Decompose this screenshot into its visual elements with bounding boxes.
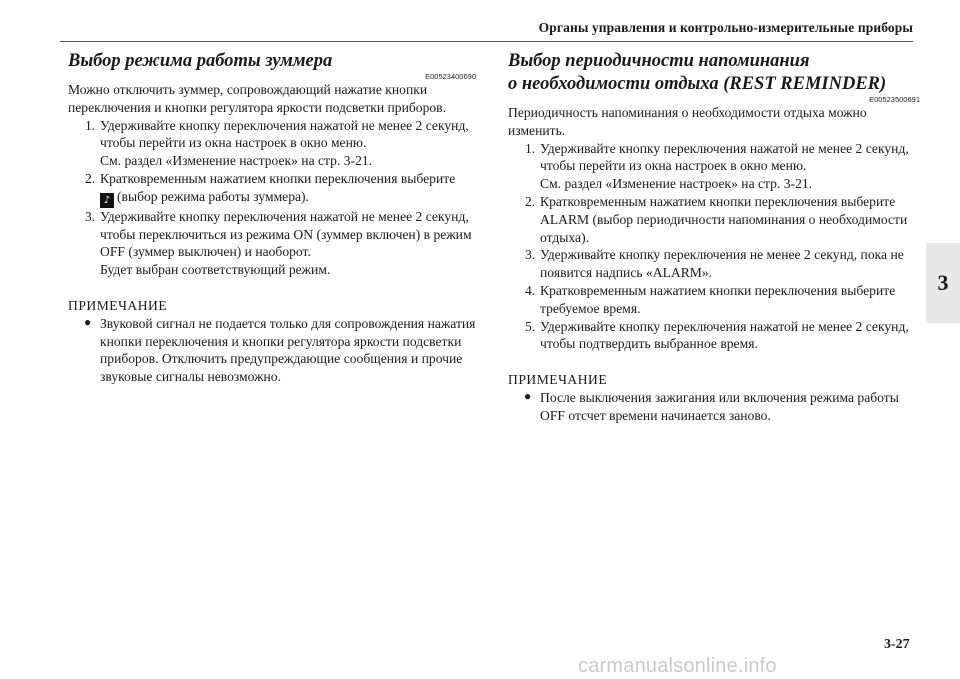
bullet-icon: ● (84, 314, 92, 329)
header-divider (60, 41, 913, 42)
step-item (68, 117, 476, 170)
step-line: (выбор режима работы зуммера). (117, 188, 309, 204)
section-title-rest-reminder (508, 50, 920, 96)
step-line: появится надпись «ALARM». (540, 265, 713, 281)
watermark: carmanualsonline.info (578, 655, 777, 677)
steps-list (68, 117, 476, 279)
buzzer-icon: ♪ (100, 193, 114, 208)
step-item (508, 140, 920, 193)
step-number: 5. (525, 318, 536, 334)
note-item (68, 315, 476, 386)
steps-list (508, 140, 920, 354)
step-item (508, 193, 920, 246)
step-number: 4. (525, 282, 536, 298)
step-item (508, 246, 920, 282)
note-title: ПРИМЕЧАНИЕ (68, 297, 168, 313)
step-number: 1. (525, 140, 536, 156)
bullet-icon: ● (524, 388, 532, 403)
step-item (68, 208, 476, 279)
step-line: Удерживайте кнопку переключения нажатой не менее 2 секунд, (540, 140, 909, 156)
step-number: 1. (85, 117, 96, 133)
step-number: 2. (525, 193, 536, 209)
step-line: См. раздел «Изменение настроек» на стр. 3-21. (100, 153, 373, 169)
page-number: 3-27 (884, 637, 910, 652)
note-text: Звуковой сигнал не подается только для сопровождения нажатия кнопки переключения и кнопки регулятора яркости подсветки приборов. Отключить предупреждающие сообщения и прочие звуковые сигналы невозможно. (100, 315, 476, 385)
chapter-tab: 3 (926, 243, 960, 323)
note-title: ПРИМЕЧАНИЕ (508, 372, 608, 388)
section-title-buzzer: Выбор режима работы зуммера (68, 51, 333, 71)
step-line: Кратковременным нажатием кнопки переключения выберите (100, 170, 456, 186)
step-line: См. раздел «Изменение настроек» на стр. 3-21. (540, 176, 813, 192)
step-line: отдыха). (540, 229, 590, 245)
step-line: Удерживайте кнопку переключения нажатой не менее 2 секунд, (100, 117, 469, 133)
step-line: Будет выбран соответствующий режим. (100, 262, 331, 278)
note-text: После выключения зажигания или включения режима работы OFF отсчет времени начинается заново. (540, 389, 899, 423)
step-line: Удерживайте кнопку переключения нажатой не менее 2 секунд, (540, 318, 909, 334)
step-item (68, 170, 476, 208)
step-line: чтобы перейти из окна настроек в окно меню. (540, 158, 807, 174)
step-line: Кратковременным нажатием кнопки переключения выберите (540, 282, 896, 298)
section-intro: Периодичность напоминания о необходимости отдыха можно изменить. (508, 105, 867, 138)
step-line: чтобы подтвердить выбранное время. (540, 336, 758, 352)
title-line: Выбор периодичности напоминания (508, 51, 810, 71)
section-intro: Можно отключить зуммер, сопровождающий нажатие кнопки переключения и кнопки регулятора яркости подсветки приборов. (68, 82, 447, 115)
step-number: 3. (85, 208, 96, 224)
step-line: Удерживайте кнопку переключения нажатой не менее 2 секунд, (100, 208, 469, 224)
note-item (508, 389, 920, 425)
step-number: 2. (85, 170, 96, 186)
step-line: ALARM (выбор периодичности напоминания о необходимости (540, 211, 908, 227)
right-column (508, 50, 920, 425)
step-item (508, 318, 920, 354)
section-code: E00523500691 (869, 95, 920, 104)
running-header: Органы управления и контрольно-измерительные приборы (538, 20, 913, 35)
step-line: Кратковременным нажатием кнопки переключения выберите (540, 193, 896, 209)
step-line: чтобы переключиться из режима ON (зуммер включен) в режим (100, 226, 472, 242)
step-item (508, 282, 920, 318)
step-line: OFF (зуммер выключен) и наоборот. (100, 244, 311, 260)
title-line: о необходимости отдыха (REST REMINDER) (508, 74, 887, 94)
step-line: Удерживайте кнопку переключения не менее 2 секунд, пока не (540, 247, 904, 263)
step-number: 3. (525, 247, 536, 263)
left-column (68, 50, 476, 386)
section-code: E00523400690 (425, 72, 476, 81)
step-line: чтобы перейти из окна настроек в окно меню. (100, 135, 367, 151)
step-line: требуемое время. (540, 300, 641, 316)
